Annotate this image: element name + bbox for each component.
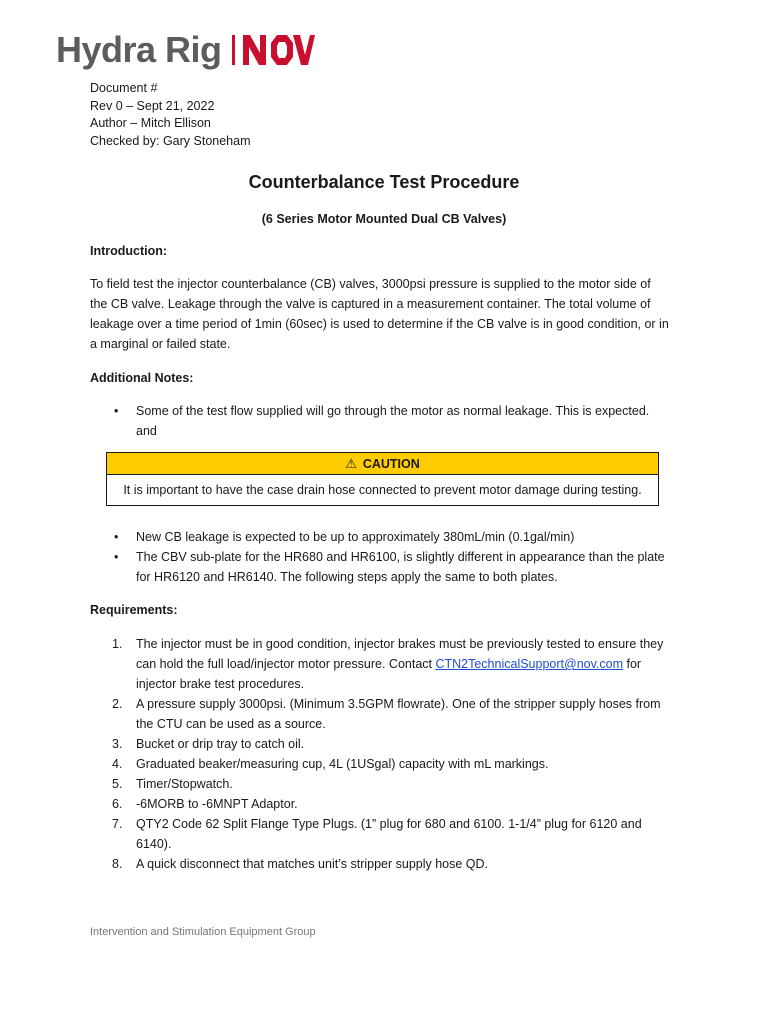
item-line: QTY2 Code 62 Split Flange Type Plugs. (1” plug for 680 and 6100. 1-1/4” plug for 6120 and <box>136 817 642 831</box>
list-item <box>90 754 680 774</box>
item-line: the CTU can be used as a source. <box>136 717 326 731</box>
notes-bullets-before <box>90 401 680 441</box>
item-number: 4. <box>112 757 123 771</box>
caution-text: It is important to have the case drain hose connected to prevent motor damage during testing. <box>123 483 642 497</box>
bullet-line: The CBV sub-plate for the HR680 and HR6100, is slightly different in appearance than the plate <box>136 550 665 564</box>
list-item <box>90 694 680 734</box>
list-item <box>90 774 680 794</box>
item-number: 8. <box>112 857 123 871</box>
item-text: for <box>623 657 642 671</box>
introduction-line: leakage over a time period of 1min (60sec) is used to determine if the CB valve is in good condition, or in <box>90 317 669 331</box>
logo-separator <box>232 35 235 65</box>
document-number: Document # <box>90 81 158 95</box>
item-number: 1. <box>112 637 123 651</box>
item-line: Timer/Stopwatch. <box>136 777 233 791</box>
bullet-line: for HR6120 and HR6140. The following steps apply the same to both plates. <box>136 570 558 584</box>
item-line: 6140). <box>136 837 172 851</box>
item-line: Bucket or drip tray to catch oil. <box>136 737 305 751</box>
introduction-line: a marginal or failed state. <box>90 337 231 351</box>
nov-logo-icon <box>243 33 315 67</box>
bullet-glyph: • <box>114 530 119 544</box>
item-line: A pressure supply 3000psi. (Minimum 3.5GPM flowrate). One of the stripper supply hoses from <box>136 697 661 711</box>
introduction-line: the CB valve. Leakage through the valve is captured in a measurement container. The total volume of <box>90 297 651 311</box>
author: Author – Mitch Ellison <box>90 116 211 130</box>
item-line: A quick disconnect that matches unit’s stripper supply hose QD. <box>136 857 489 871</box>
warning-triangle-icon: ⚠ <box>345 456 357 471</box>
document-meta <box>90 80 251 150</box>
bullet-glyph: • <box>114 404 119 418</box>
item-number: 5. <box>112 777 123 791</box>
item-number: 6. <box>112 797 123 811</box>
list-item <box>90 634 680 694</box>
bullet-line: Some of the test flow supplied will go through the motor as normal leakage. This is expected. <box>136 404 650 418</box>
requirements-heading: Requirements: <box>90 603 178 617</box>
notes-bullets-after <box>90 527 680 587</box>
additional-notes-heading: Additional Notes: <box>90 371 194 385</box>
page-subtitle: (6 Series Motor Mounted Dual CB Valves) <box>261 212 507 226</box>
company-logo <box>56 28 315 72</box>
item-line: The injector must be in good condition, injector brakes must be previously tested to ensure they <box>136 637 664 651</box>
bullet-glyph: • <box>114 550 119 564</box>
page-title: Counterbalance Test Procedure <box>248 172 520 192</box>
list-item <box>90 527 680 547</box>
item-number: 3. <box>112 737 123 751</box>
page-footer: Intervention and Stimulation Equipment Group <box>90 926 316 938</box>
caution-header <box>107 453 658 475</box>
item-text: can hold the full load/injector motor pressure. Contact <box>136 657 436 671</box>
revision: Rev 0 – Sept 21, 2022 <box>90 98 215 113</box>
list-item <box>90 854 680 874</box>
caution-box <box>106 452 659 506</box>
introduction-paragraph <box>90 274 690 354</box>
list-item <box>90 734 680 754</box>
introduction-line: To field test the injector counterbalance (CB) valves, 3000psi pressure is supplied to the motor side of <box>90 277 651 291</box>
list-item <box>90 794 680 814</box>
support-email-link[interactable]: CTN2TechnicalSupport@nov.com <box>435 657 624 671</box>
caution-label: CAUTION <box>362 457 420 471</box>
bullet-line: New CB leakage is expected to be up to approximately 380mL/min (0.1gal/min) <box>136 530 575 544</box>
item-line: -6MORB to -6MNPT Adaptor. <box>136 797 298 811</box>
requirements-list <box>90 634 680 874</box>
item-line: injector brake test procedures. <box>136 677 305 691</box>
bullet-line: and <box>136 424 157 438</box>
list-item <box>90 401 680 441</box>
introduction-heading: Introduction: <box>90 244 168 258</box>
item-number: 7. <box>112 817 123 831</box>
logo-hydra-rig-text: Hydra Rig <box>56 29 222 70</box>
item-line <box>136 654 680 674</box>
item-line: Graduated beaker/measuring cup, 4L (1USgal) capacity with mL markings. <box>136 757 549 771</box>
list-item <box>90 547 680 587</box>
item-number: 2. <box>112 697 123 711</box>
checked-by: Checked by: Gary Stoneham <box>90 133 251 148</box>
list-item <box>90 814 680 854</box>
